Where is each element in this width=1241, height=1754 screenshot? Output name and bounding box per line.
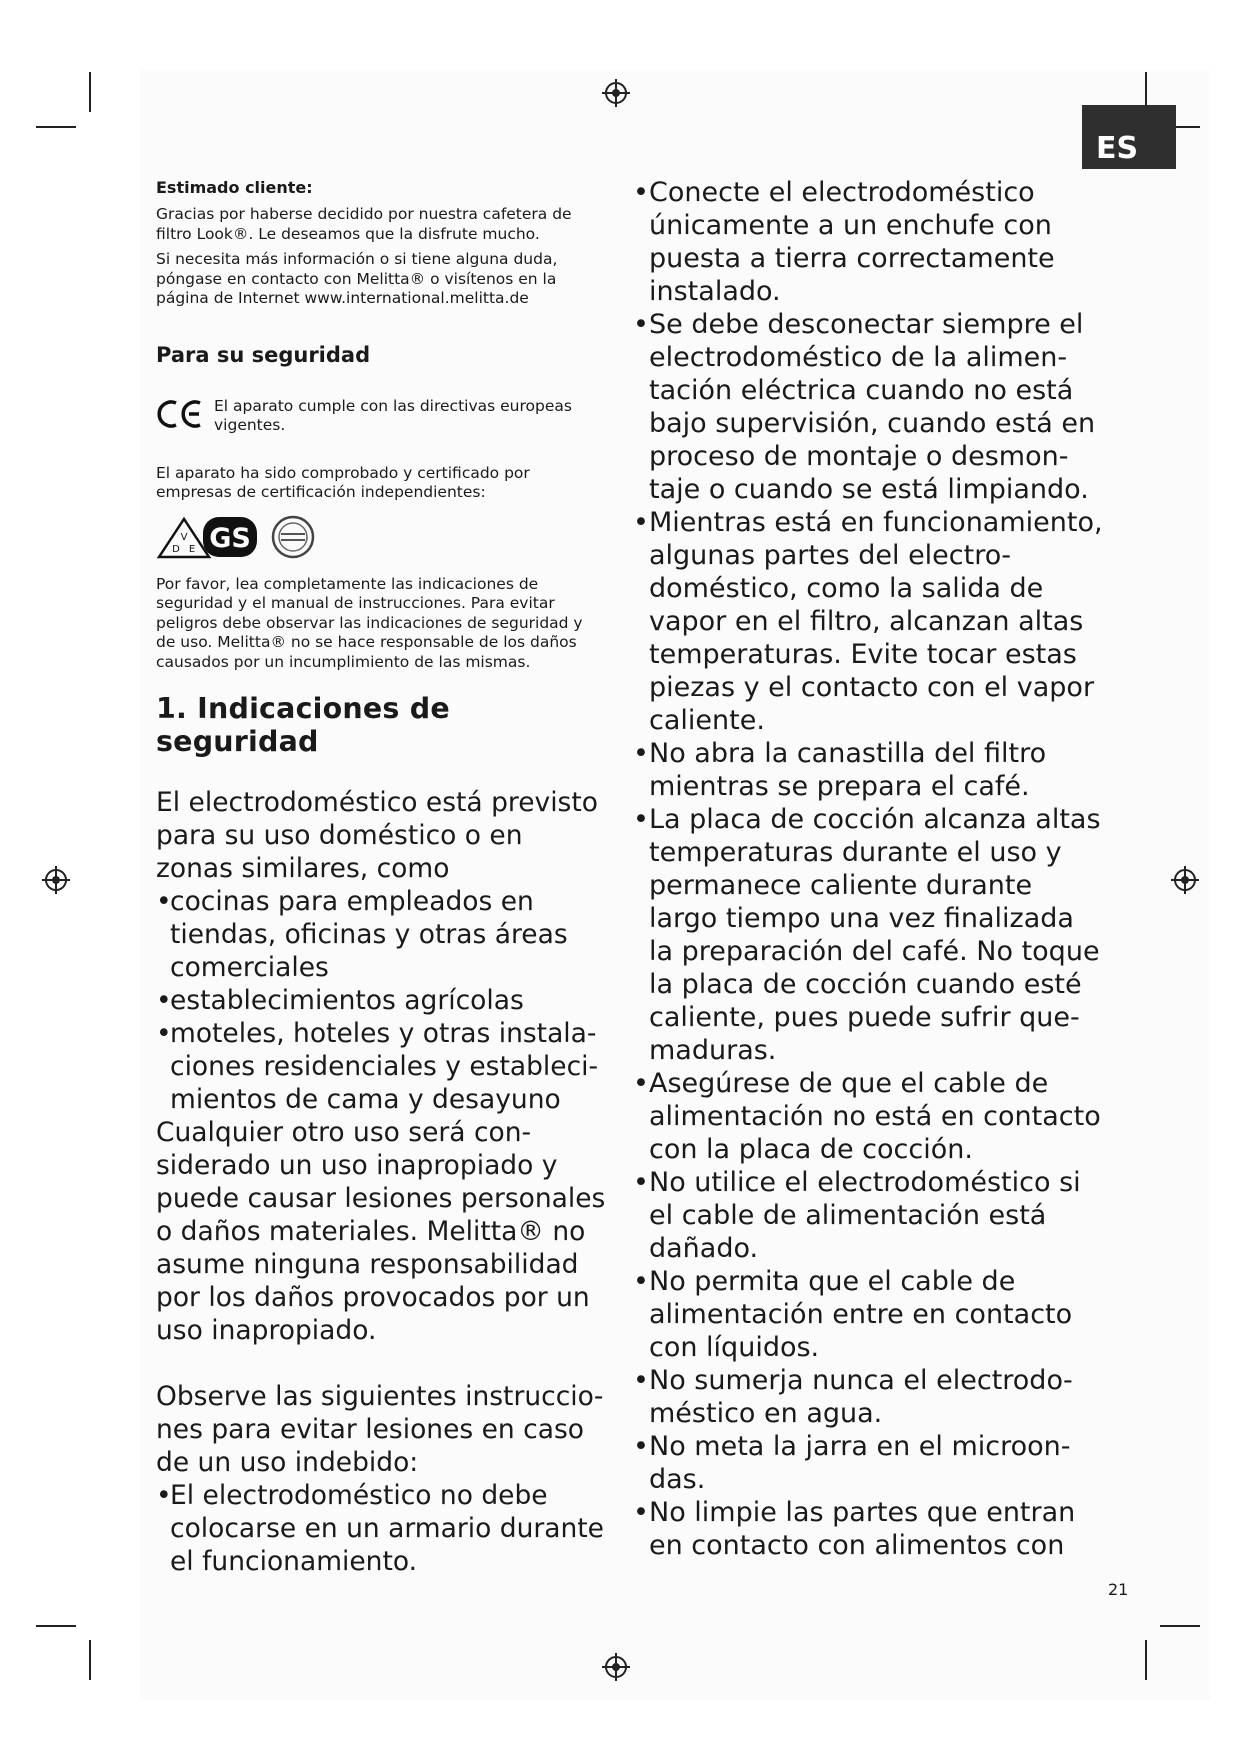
right-column [633,176,1103,1562]
crop-mark-bottom-right-v [1145,1640,1147,1680]
section-title: 1. Indicaciones de seguridad [156,692,450,758]
list-item: • Se debe desconectar siempre el electrodoméstico de la alimentación eléctrica cuando no está bajo supervisión, cuando está en proceso de montaje o desmontaje o cuando se está limpiando. [633,308,1103,506]
ce-mark-icon [156,397,204,431]
safety-notice: Por favor, lea completamente las indicaciones de seguridad y el manual de instrucciones. Para evitar peligros debe observar las indicaciones de seguridad y de uso. Melitta® no se hace responsable de los daños causados por un incumplimiento de las mismas. [156,574,583,671]
list-item: • No sumerja nunca el electrodoméstico en agua. [633,1364,1103,1430]
registration-mark-right-icon [1170,865,1200,895]
page-number: 21 [1108,1580,1129,1599]
certification-text: El aparato ha sido comprobado y certificado por empresas de certificación independientes: [156,463,530,501]
crop-mark-bottom-right-h [1160,1625,1200,1627]
intended-use-paragraph: El electrodoméstico está previsto para su uso doméstico o en zonas similares, como [156,787,598,884]
crop-mark-bottom-left-v [89,1640,91,1680]
certification-seal-icon [270,514,316,560]
registration-mark-top-icon [601,78,631,108]
thanks-paragraph: Gracias por haberse decidido por nuestra cafetera de filtro Look®. Le deseamos que la disfrute mucho. [156,205,572,243]
list-item: • Asegúrese de que el cable de alimentación no está en contacto con la placa de cocción. [633,1067,1103,1166]
list-item: • No limpie las partes que entran en contacto con alimentos con [633,1496,1103,1562]
ce-text: El aparato cumple con las directivas europeas vigentes. [214,396,572,434]
list-item: • No utilice el electrodoméstico si el cable de alimentación está dañado. [633,1166,1103,1265]
use-areas-list [156,885,606,1116]
list-item: • El electrodoméstico no debe colocarse en un armario durante el funcionamiento. [156,1479,606,1578]
language-badge: ES [1082,105,1176,169]
svg-text:V: V [180,531,188,543]
list-item: • moteles, hoteles y otras instalaciones residenciales y establecimientos de cama y desayuno [156,1017,606,1116]
list-item: • Mientras está en funcionamiento, algunas partes del electrodoméstico, como la salida de vapor en el filtro, alcanzan altas temperaturas. Evite tocar estas piezas y el contacto con el vapor caliente. [633,506,1103,737]
crop-mark-top-left-v [89,72,91,112]
left-column [156,178,606,1578]
crop-mark-top-left-h [36,126,76,128]
svg-text:GS: GS [209,522,251,554]
registration-mark-bottom-icon [601,1652,631,1682]
contact-paragraph: Si necesita más información o si tiene alguna duda, póngase en contacto con Melitta® o visítenos en la página de Internet www.international.melitta.de [156,250,558,307]
safety-heading: Para su seguridad [156,342,371,367]
svg-text:E: E [188,543,196,555]
list-item: • Conecte el electrodoméstico únicamente a un enchufe con puesta a tierra correctamente instalado. [633,176,1103,308]
list-item: • No permita que el cable de alimentación entre en contacto con líquidos. [633,1265,1103,1364]
certification-logos [156,513,606,561]
misuse-paragraph: Cualquier otro uso será considerado un uso inapropiado y puede causar lesiones personales o daños materiales. Melitta® no asume ninguna responsabilidad por los daños provocados por un uso inapropiado. [156,1117,606,1346]
list-item: • establecimientos agrícolas [156,984,606,1017]
list-item: • No meta la jarra en el microondas. [633,1430,1103,1496]
right-warnings-list [633,176,1103,1562]
ce-notice [156,397,606,436]
left-warnings-list [156,1479,606,1578]
list-item: • No abra la canastilla del filtro mientras se prepara el café. [633,737,1103,803]
vde-gs-logo-icon [156,513,260,561]
registration-mark-left-icon [41,865,71,895]
list-item: • cocinas para empleados en tiendas, oficinas y otras áreas comerciales [156,885,606,984]
list-item: • La placa de cocción alcanza altas temperaturas durante el uso y permanece caliente durante largo tiempo una vez finalizada la preparación del café. No toque la placa de cocción cuando esté caliente, pues puede sufrir quemaduras. [633,803,1103,1067]
crop-mark-bottom-left-h [36,1625,76,1627]
greeting-heading: Estimado cliente: [156,178,313,197]
observe-paragraph: Observe las siguientes instrucciones para evitar lesiones en caso de un uso indebido: [156,1381,604,1478]
svg-text:D: D [172,543,180,555]
